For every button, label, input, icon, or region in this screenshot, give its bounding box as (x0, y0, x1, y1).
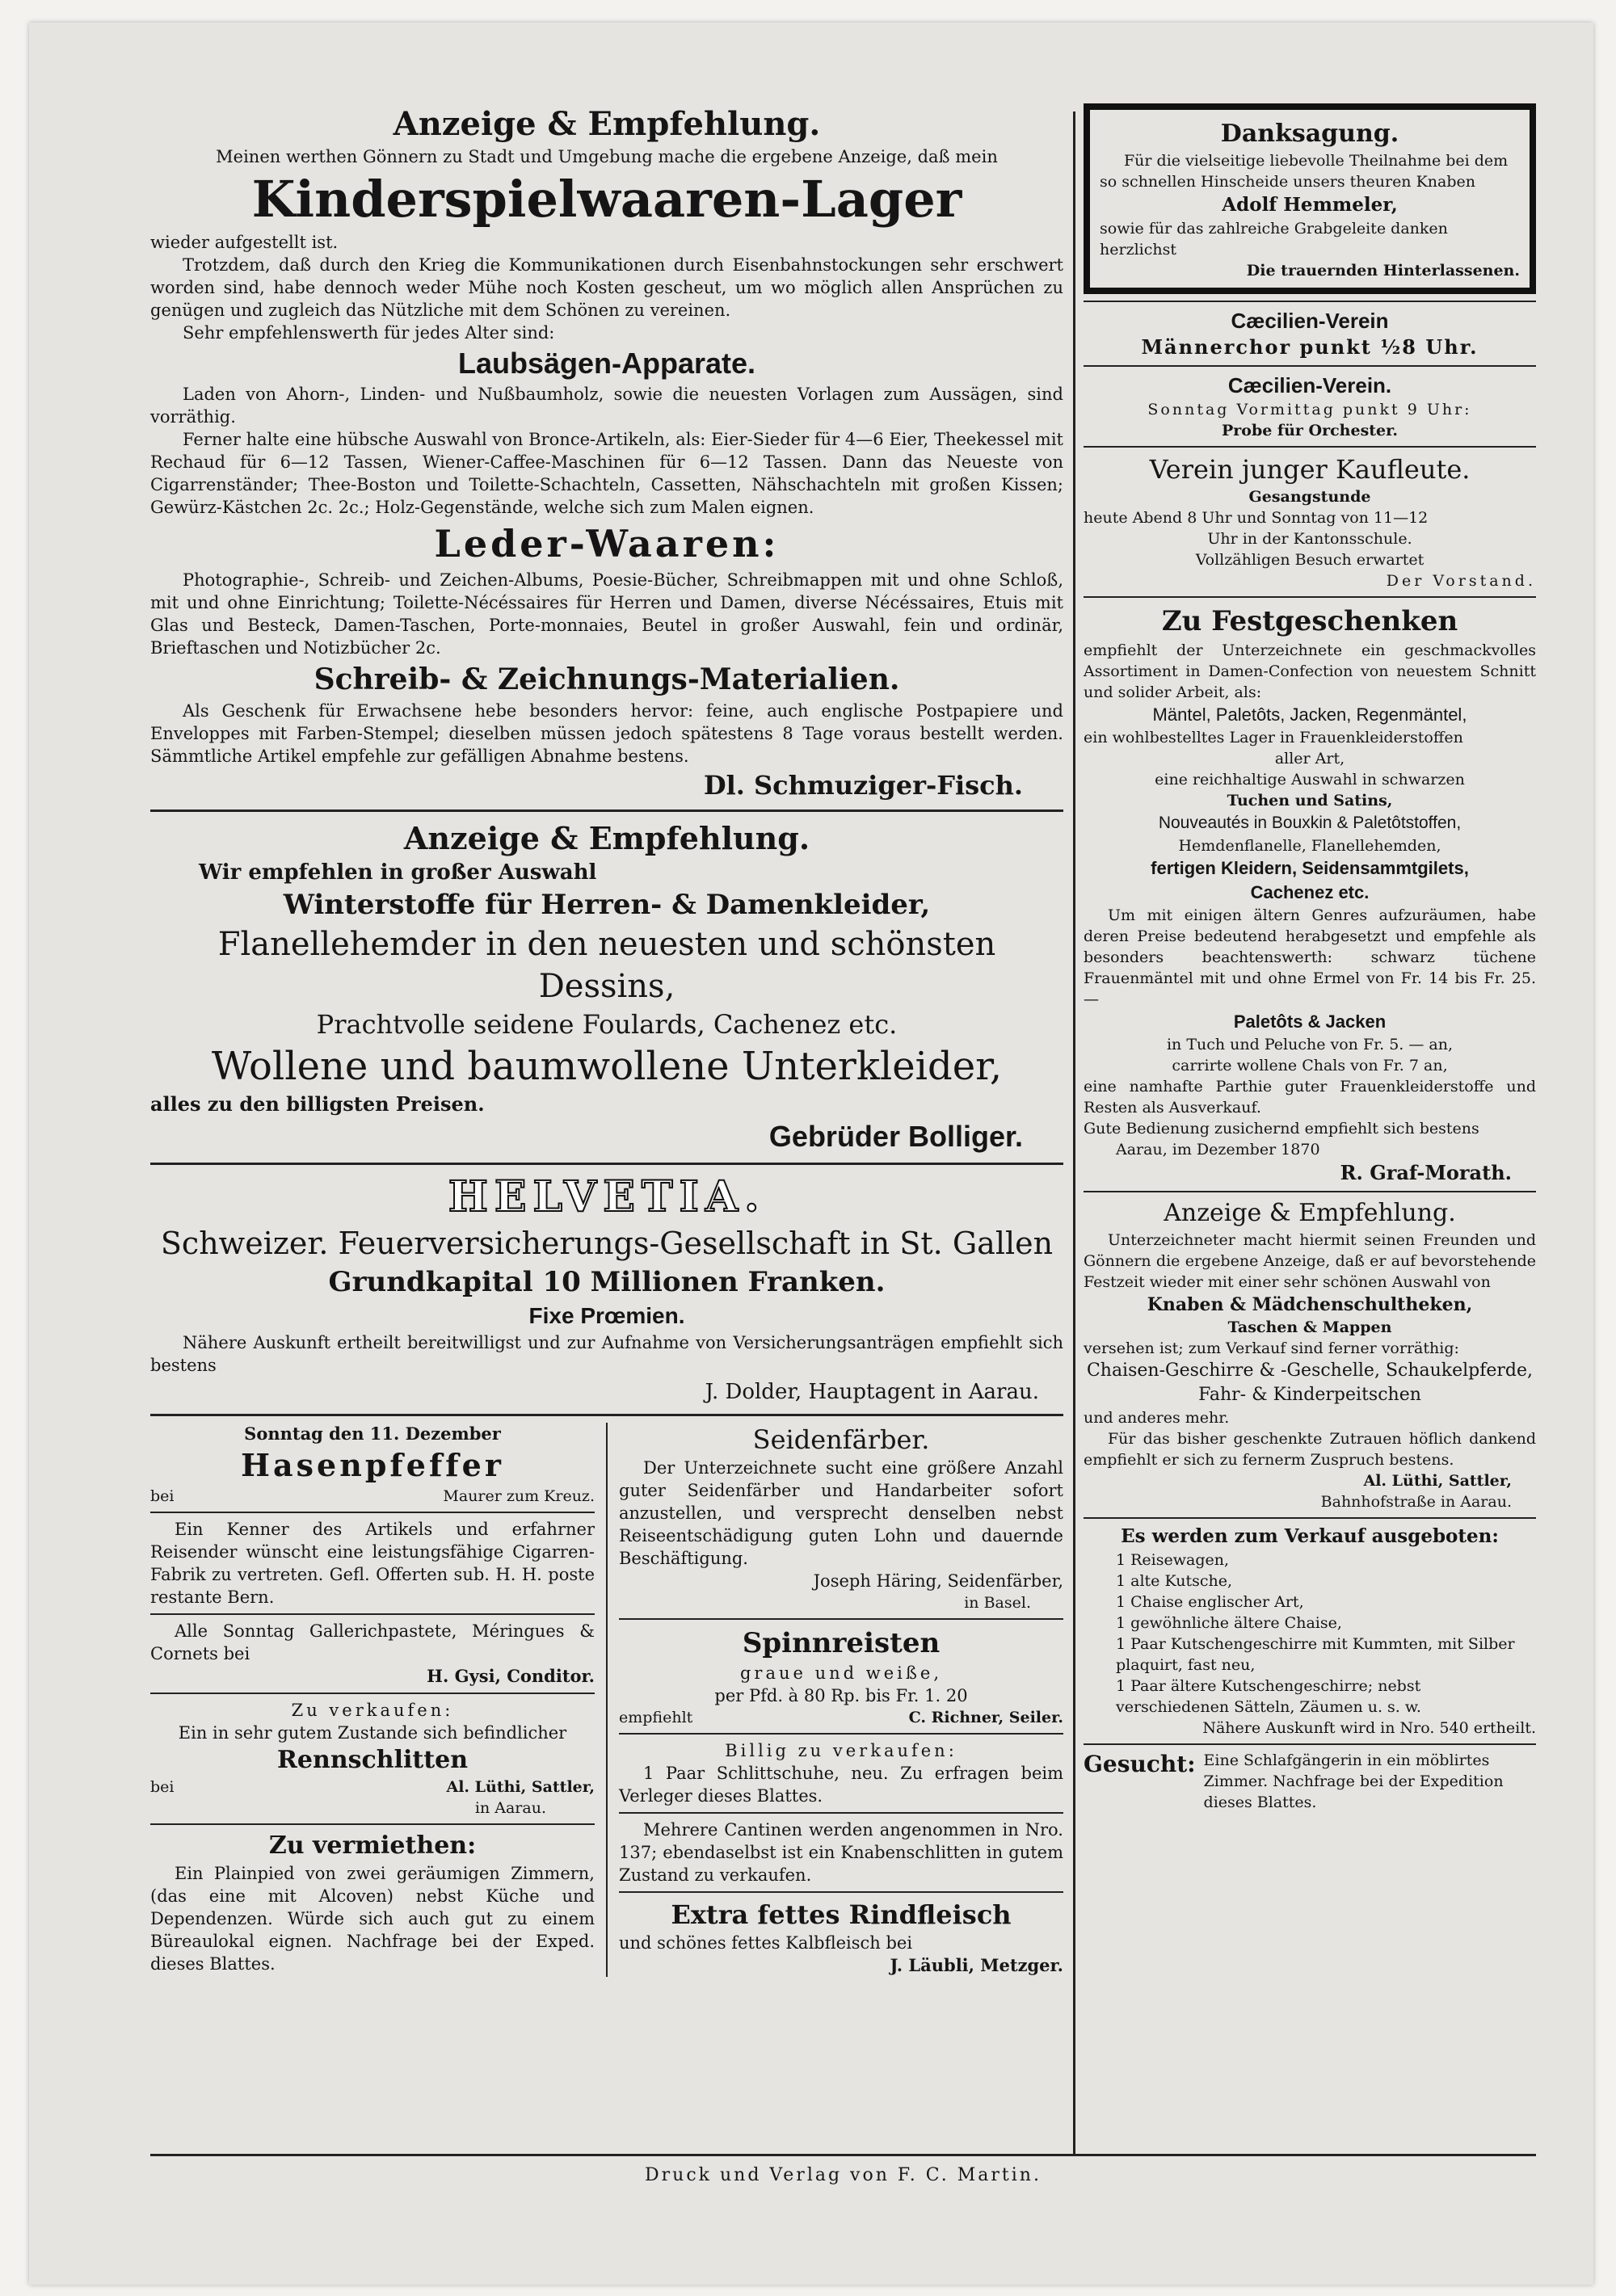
ad-luethi (1084, 1197, 1536, 1512)
ad-signature: Die trauernden Hinterlassenen. (1246, 262, 1520, 280)
left-column (150, 103, 1063, 1977)
ad-bolliger (150, 818, 1063, 1156)
right-column (1084, 103, 1536, 1813)
ad-text: Sonntag den 11. Dezember (244, 1423, 501, 1444)
ad-subheading: Seidenfärber. (752, 1424, 930, 1455)
ad-subheading: Flanellehemder in den neuesten und schönsten Dessins, (217, 926, 996, 1005)
ad-title: Cæcilien-Verein (1231, 309, 1389, 333)
ad-subheading: Rennschlitten (276, 1746, 468, 1774)
ad-intro: Meinen werthen Gönnern zu Stadt und Umgebung mache die ergebene Anzeige, daß mein (216, 147, 998, 166)
ad-text: Nouveautés in Bouxkin & Paletôtstoffen, (1158, 814, 1462, 832)
ad-title: Gesucht: (1084, 1751, 1196, 1777)
ad-caecilien-2 (1084, 372, 1536, 441)
ad-text: Eine Schlafgängerin in ein möblirtes Zimmer. Nachfrage bei der Expedition dieses Blattes. (1203, 1751, 1504, 1811)
ad-signature: Joseph Häring, Seidenfärber, (813, 1571, 1063, 1591)
ad-text: Probe für Orchester. (1221, 422, 1399, 439)
ad-signature: C. Richner, Seiler. (908, 1709, 1063, 1726)
ad-text: ein wohlbestelltes Lager in Frauenkleiderstoffen (1084, 729, 1463, 746)
ad-title: Anzeige & Empfehlung. (1164, 1199, 1456, 1227)
ad-text: 1 Paar Schlittschuhe, neu. Zu erfragen beim Verleger dieses Blattes. (619, 1764, 1063, 1806)
signature-row (150, 1486, 595, 1507)
list-item: 1 alte Kutsche, (1116, 1572, 1233, 1590)
ad-text: Wir empfehlen in großer Auswahl (199, 860, 597, 885)
divider (619, 1618, 1063, 1620)
ad-text: in Tuch und Peluche von Fr. 5. — an, (1166, 1036, 1454, 1053)
ad-signature: Al. Lüthi, Sattler, (1363, 1472, 1512, 1490)
ad-subheading: Schreib- & Zeichnungs-Materialien. (314, 662, 900, 696)
ad-text: eine namhafte Parthie guter Frauenkleiderstoffe und Resten als Ausverkauf. (1084, 1078, 1536, 1116)
ad-text: Billig zu verkaufen: (725, 1741, 957, 1760)
ad-verkauf (1084, 1524, 1536, 1739)
ad-text: Mäntel, Paletôts, Jacken, Regenmäntel, (1152, 704, 1467, 725)
ad-text: Vollzähligen Besuch erwartet (1195, 551, 1425, 569)
ad-text: graue und weiße, (739, 1663, 943, 1683)
ad-text: Für das bisher geschenkte Zutrauen höflich dankend empfiehlt er sich zu fernerm Zuspruch bestens. (1084, 1430, 1536, 1469)
ad-subheading: Grundkapital 10 Millionen Franken. (328, 1266, 886, 1298)
ad-text: Knaben & Mädchenschultheken, (1147, 1294, 1473, 1315)
ad-text: Tuchen und Satins, (1227, 792, 1393, 809)
ad-text: carrirte wollene Chals von Fr. 7 an, (1172, 1057, 1448, 1074)
ad-signature: Al. Lüthi, Sattler, (446, 1778, 595, 1796)
item-list (1084, 1550, 1536, 1718)
ad-text: Fixe Prœmien. (528, 1303, 685, 1328)
ad-subheading: Schweizer. Feuerversicherungs-Gesellschaft in St. Gallen (160, 1226, 1054, 1261)
ad-text: Unterzeichneter macht hiermit seinen Freunden und Gönnern die ergebene Anzeige, daß er auf bevorstehende Festzeit wieder mit einer sehr schönen Auswahl von (1084, 1231, 1536, 1291)
ad-text: alles zu den billigsten Preisen. (150, 1092, 485, 1116)
ad-text: Taschen & Mappen (1227, 1318, 1392, 1336)
ad-text: Maurer zum Kreuz. (443, 1487, 595, 1505)
ad-title: Danksagung. (1220, 120, 1399, 148)
ad-title: Zu Festgeschenken (1161, 605, 1458, 637)
ad-subheading: Leder-Waaren: (434, 522, 780, 566)
ad-text: Ein Plainpied von zwei geräumigen Zimmern, (das eine mit Alcoven) nebst Küche und Dependenzen. Würde sich auch gut zu einem Büreaulokal eignen. Nachfrage bei der Exped. dieses Blattes. (150, 1864, 595, 1974)
footer-imprint: Druck und Verlag von F. C. Martin. (645, 2165, 1042, 2185)
ad-signature: R. Graf-Morath. (1340, 1161, 1512, 1184)
ad-subheading: Adolf Hemmeler, (1222, 194, 1398, 216)
ad-text: Chaisen-Geschirre & -Geschelle, Schaukelpferde, Fahr- & Kinderpeitschen (1086, 1360, 1534, 1405)
ad-text: sowie für das zahlreiche Grabgeleite danken herzlichst (1100, 220, 1448, 259)
ad-festgeschenke (1084, 603, 1536, 1186)
ad-title: Verein junger Kaufleute. (1149, 454, 1471, 485)
ad-text: fertigen Kleidern, Seidensammtgilets, (1151, 858, 1469, 878)
ad-text: Der Unterzeichnete sucht eine größere Anzahl guter Seidenfärber und Handarbeiter sofort anzustellen, und versprecht denselben nebst Reiseentschädigung guten Lohn und dauernde Beschäftigung. (619, 1458, 1063, 1568)
ad-helvetia (150, 1171, 1063, 1407)
ad-title: Anzeige & Empfehlung. (393, 105, 821, 143)
ad-text: Alle Sonntag Gallerichpastete, Méringues & Cornets bei (150, 1621, 595, 1663)
divider (150, 1693, 595, 1694)
ad-kinderspielwaaren (150, 103, 1063, 803)
small-ads-left (150, 1423, 595, 1977)
column-separator (606, 1423, 608, 1977)
ad-text: Nähere Auskunft ertheilt bereitwilligst und zur Aufnahme von Versicherungsanträgen empfiehlt sich bestens (150, 1333, 1063, 1375)
divider (150, 809, 1063, 812)
ad-text: wieder aufgestellt ist. (150, 233, 339, 252)
ad-gesucht (1084, 1750, 1536, 1813)
ad-text: bei (150, 1487, 175, 1505)
ad-signature: H. Gysi, Conditor. (427, 1666, 595, 1686)
signature-row (619, 1707, 1063, 1728)
divider (1084, 446, 1536, 448)
ad-text: aller Art, (1274, 750, 1345, 767)
ad-text: empfiehlt der Unterzeichnete ein geschmackvolles Assortiment in Damen-Confection von neuestem Schnitt und solider Arbeit, als: (1084, 641, 1536, 701)
ad-text: eine reichhaltige Auswahl in schwarzen (1155, 771, 1465, 788)
ad-verein-junger-kaufleute (1084, 452, 1536, 591)
ad-subheading: Extra fettes Rindfleisch (671, 1899, 1012, 1930)
ad-text: heute Abend 8 Uhr und Sonntag von 11—12 (1084, 509, 1429, 527)
ad-text: versehen ist; zum Verkauf sind ferner vorräthig: (1084, 1339, 1459, 1357)
ad-text: Als Geschenk für Erwachsene hebe besonders hervor: feine, auch englische Postpapiere und Enveloppes mit Farben-Stempel; dieselben müssen jedoch spätestens 8 Tage voraus bestellt werden. Sämmtliche Artikel empfehle zur gefälligen Abnahme bestens. (150, 701, 1063, 766)
ad-text: Uhr in der Kantonsschule. (1207, 530, 1412, 548)
ad-text: Männerchor punkt ½8 Uhr. (1141, 335, 1479, 359)
ad-text: und anderes mehr. (1084, 1409, 1230, 1427)
ad-subheading: Gesangstunde (1248, 488, 1371, 506)
ad-subheading: Winterstoffe für Herren- & Damenkleider, (283, 889, 931, 921)
ad-subheading: Wollene und baumwollene Unterkleider, (211, 1044, 1003, 1089)
divider (150, 1163, 1063, 1165)
ad-title: HELVETIA. (448, 1172, 766, 1222)
ad-headline: Kinderspielwaaren-Lager (251, 170, 962, 229)
ad-signature: J. Läubli, Metzger. (890, 1955, 1063, 1975)
footer-rule (150, 2154, 1536, 2156)
ad-text: Ein in sehr gutem Zustande sich befindlicher (178, 1723, 567, 1743)
ad-text: Prachtvolle seidene Foulards, Cachenez etc. (316, 1009, 898, 1040)
ad-text: Laden von Ahorn-, Linden- und Nußbaumholz, sowie die neuesten Vorlagen zum Aussägen, sind vorräthig. (150, 385, 1063, 427)
divider (150, 1823, 595, 1825)
small-ads-middle (619, 1423, 1063, 1977)
divider (150, 1613, 595, 1615)
ad-subheading: Zu vermiethen: (268, 1831, 477, 1860)
column-separator (1073, 111, 1075, 2155)
divider (150, 1414, 1063, 1416)
ad-text: in Basel. (964, 1594, 1031, 1612)
divider (1084, 1191, 1536, 1192)
divider (619, 1733, 1063, 1735)
ad-caecilien-1 (1084, 307, 1536, 360)
small-ads (150, 1423, 1063, 1977)
divider (150, 1512, 595, 1513)
ad-text: Trotzdem, daß durch den Krieg die Kommunikationen durch Eisenbahnstockungen sehr erschwert worden sind, habe dennoch weder Mühe noch Kosten gescheut, um wo möglich allen Ansprüchen zu genügen und zugleich das Nützliche mit dem Schönen zu vereinen. (150, 255, 1063, 320)
ad-text: und schönes fettes Kalbfleisch bei (619, 1933, 913, 1953)
divider (1084, 1743, 1536, 1745)
divider (1084, 365, 1536, 367)
ad-subheading: Spinnreisten (742, 1627, 941, 1659)
ad-text: Ferner halte eine hübsche Auswahl von Bronce-Artikeln, als: Eier-Sieder für 4—6 Eier, Theekessel mit Rechaud für 6—12 Tassen, Wiener-Caffee-Maschinen für 6—12 Tassen. Dann das Neueste von Cigarrenständer; Thee-Boston und Toilette-Schachteln, Cassetten, Nähschachteln mit großen Kissen; Gewürz-Kästchen 2c. 2c.; Holz-Gegenstände, welche sich zum Malen eignen. (150, 430, 1063, 517)
ad-subheading: Hasenpfeffer (241, 1447, 504, 1483)
ad-signature: J. Dolder, Hauptagent in Aarau. (705, 1380, 1039, 1404)
ad-text: Sehr empfehlenswerth für jedes Alter sind: (183, 323, 555, 343)
divider (1084, 301, 1536, 302)
ad-title: Es werden zum Verkauf ausgeboten: (1121, 1525, 1499, 1547)
list-item: 1 Paar ältere Kutschengeschirre; nebst verschiedenen Sätteln, Zäumen u. s. w. (1116, 1677, 1421, 1716)
ad-text: Ein Kenner des Artikels und erfahrner Reisender wünscht eine leistungsfähige Cigarren-Fabrik zu vertreten. Gefl. Offerten sub. H. H. poste restante Bern. (150, 1520, 595, 1607)
ad-text: Um mit einigen ältern Genres aufzuräumen, habe deren Preise bedeutend herabgesetzt und empfehle als besonders beachtenswerth: schwarz tüchene Frauenmäntel mit und ohne Ermel von Fr. 14 bis Fr. 25. — (1084, 906, 1536, 1008)
ad-text: in Aarau. (474, 1799, 546, 1817)
ad-text: per Pfd. à 80 Rp. bis Fr. 1. 20 (714, 1686, 968, 1705)
ad-text: Zu verkaufen: (291, 1701, 454, 1720)
ad-title: Anzeige & Empfehlung. (403, 820, 810, 856)
ad-subheading: Laubsägen-Apparate. (457, 347, 756, 380)
ad-text: Für die vielseitige liebevolle Theilnahme bei dem so schnellen Hinscheide unsers theuren Knaben (1100, 152, 1509, 191)
ad-text: bei (150, 1778, 175, 1796)
ad-text: Cachenez etc. (1250, 882, 1370, 902)
signature-row (150, 1777, 595, 1798)
ad-signature: Der Vorstand. (1386, 572, 1536, 590)
list-item: 1 Paar Kutschengeschirre mit Kummten, mit Silber plaquirt, fast neu, (1116, 1635, 1515, 1674)
divider (1084, 596, 1536, 598)
ad-text: Nähere Auskunft wird in Nro. 540 ertheilt. (1202, 1719, 1536, 1737)
divider (1084, 1517, 1536, 1519)
ad-signature: Dl. Schmuziger-Fisch. (703, 770, 1023, 801)
ad-text: Mehrere Cantinen werden angenommen in Nro. 137; ebendaselbst ist ein Knabenschlitten in gutem Zustand zu verkaufen. (619, 1820, 1063, 1885)
list-item: 1 gewöhnliche ältere Chaise, (1116, 1614, 1342, 1632)
ad-text: Gute Bedienung zusichernd empfiehlt sich bestens (1084, 1120, 1479, 1137)
newspaper-page (29, 23, 1593, 2285)
list-item: 1 Reisewagen, (1116, 1551, 1230, 1569)
ad-text: empfiehlt (619, 1709, 693, 1726)
ad-text: Hemdenflanelle, Flanellehemden, (1178, 837, 1441, 855)
ad-text: Paletôts & Jacken (1233, 1011, 1387, 1032)
ad-text: Photographie-, Schreib- und Zeichen-Albums, Poesie-Bücher, Schreibmappen mit und ohne Schloß, mit und ohne Einrichtung; Toilette-Nécéssaires für Herren und Damen, diverse Nécéssaires, Etuis mit Glas und Besteck, Damen-Taschen, Porte-monnaies, Beutel in großer Auswahl, fein und ordinär, Brieftaschen und Notizbücher 2c. (150, 570, 1063, 658)
ad-text: Sonntag Vormittag punkt 9 Uhr: (1147, 401, 1472, 418)
ad-title: Cæcilien-Verein. (1227, 373, 1392, 397)
ad-text: Aarau, im Dezember 1870 (1116, 1141, 1320, 1159)
list-item: 1 Chaise englischer Art, (1116, 1593, 1304, 1611)
divider (619, 1891, 1063, 1893)
ad-signature: Gebrüder Bolliger. (768, 1120, 1023, 1153)
divider (619, 1812, 1063, 1814)
ad-danksagung (1084, 103, 1536, 294)
ad-text: Bahnhofstraße in Aarau. (1320, 1493, 1512, 1511)
